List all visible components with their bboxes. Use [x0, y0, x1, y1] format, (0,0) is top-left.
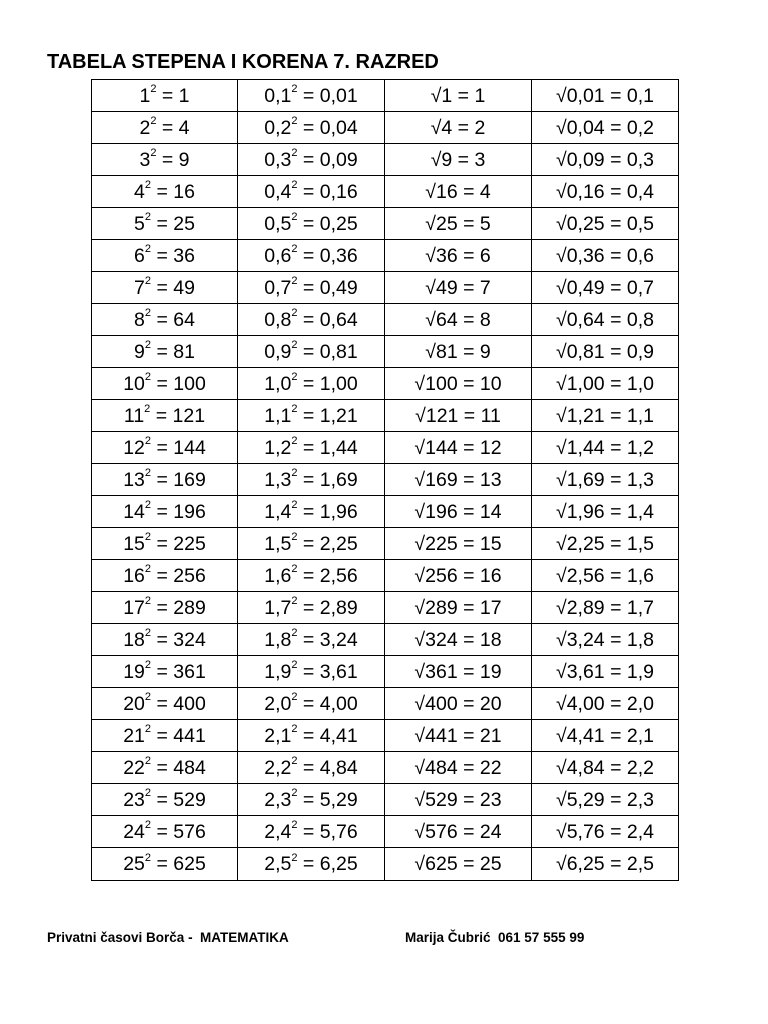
exponent: 2	[150, 115, 157, 127]
table-row	[92, 464, 679, 496]
cell-integer-root: √144 = 12	[385, 432, 532, 464]
exponent: 2	[291, 147, 298, 159]
base-value: 1,3	[264, 468, 292, 491]
table-row	[92, 176, 679, 208]
cell-decimal-root: √4,00 = 2,0	[532, 688, 679, 720]
exponent: 2	[144, 691, 152, 703]
cell-decimal-square	[238, 720, 385, 752]
base-value: 25	[123, 853, 145, 875]
square-result: = 25	[151, 212, 195, 235]
cell-integer-square	[92, 496, 238, 528]
square-result: = 1,21	[297, 404, 358, 427]
cell-integer-root: √324 = 18	[385, 624, 532, 656]
cell-decimal-square	[238, 496, 385, 528]
cell-integer-square	[92, 784, 238, 816]
base-value: 1,9	[264, 660, 292, 683]
square-result: = 100	[151, 372, 206, 395]
table-row	[92, 816, 679, 848]
base-value: 0,2	[264, 116, 292, 139]
cell-integer-square	[92, 752, 238, 784]
base-value: 13	[123, 468, 145, 491]
base-value: 16	[123, 564, 145, 587]
base-value: 0,7	[264, 276, 292, 299]
cell-integer-root: √121 = 11	[385, 400, 532, 432]
cell-decimal-root: √2,25 = 1,5	[532, 528, 679, 560]
square-result: = 441	[151, 724, 206, 747]
cell-decimal-root: √5,29 = 2,3	[532, 784, 679, 816]
table-row	[92, 400, 679, 432]
exponent: 2	[144, 371, 152, 383]
cell-decimal-root: √0,25 = 0,5	[532, 208, 679, 240]
exponent: 2	[144, 499, 152, 511]
table-row	[92, 432, 679, 464]
cell-integer-root: √289 = 17	[385, 592, 532, 624]
base-value: 0,4	[264, 180, 292, 203]
table-row	[92, 624, 679, 656]
powers-roots-table	[91, 79, 679, 881]
square-result: = 289	[151, 596, 206, 619]
cell-decimal-square	[238, 528, 385, 560]
base-value: 4	[134, 180, 145, 203]
base-value: 1,6	[264, 564, 292, 587]
cell-decimal-square	[238, 336, 385, 368]
base-value: 5	[134, 212, 145, 235]
square-result: = 0,25	[297, 212, 358, 235]
square-result: = 4,41	[297, 724, 358, 747]
exponent: 2	[291, 243, 298, 255]
footer-contact: Marija Čubrić 061 57 555 99	[405, 930, 585, 945]
square-result: = 1	[156, 84, 190, 107]
square-result: = 0,01	[297, 84, 358, 107]
cell-integer-root: √256 = 16	[385, 560, 532, 592]
cell-integer-root: √36 = 6	[385, 240, 532, 272]
cell-decimal-square	[238, 784, 385, 816]
cell-integer-square	[92, 400, 238, 432]
base-value: 1	[139, 84, 151, 107]
exponent: 2	[144, 627, 152, 639]
cell-integer-square	[92, 656, 238, 688]
base-value: 6	[134, 244, 145, 267]
square-result: = 361	[151, 660, 206, 683]
base-value: 10	[123, 372, 145, 395]
cell-decimal-root: √0,09 = 0,3	[532, 144, 679, 176]
exponent: 2	[291, 467, 298, 479]
cell-decimal-square	[238, 272, 385, 304]
cell-decimal-root: √4,84 = 2,2	[532, 752, 679, 784]
cell-integer-square	[92, 368, 238, 400]
cell-integer-square	[92, 720, 238, 752]
square-result: = 6,25	[297, 853, 358, 875]
square-result: = 576	[151, 820, 206, 843]
cell-decimal-square	[238, 464, 385, 496]
square-result: = 0,09	[297, 148, 358, 171]
base-value: 0,9	[264, 340, 292, 363]
square-result: = 9	[156, 148, 190, 171]
cell-integer-root: √64 = 8	[385, 304, 532, 336]
base-value: 21	[123, 724, 145, 747]
exponent: 2	[291, 659, 298, 671]
base-value: 1,4	[264, 500, 292, 523]
base-value: 20	[123, 692, 145, 715]
cell-integer-square	[92, 176, 238, 208]
cell-decimal-square	[238, 240, 385, 272]
exponent: 2	[291, 531, 298, 543]
table-row	[92, 208, 679, 240]
base-value: 1,8	[264, 628, 292, 651]
cell-decimal-square	[238, 176, 385, 208]
cell-integer-square	[92, 336, 238, 368]
cell-integer-square	[92, 816, 238, 848]
base-value: 8	[134, 308, 145, 331]
exponent: 2	[144, 403, 151, 415]
square-result: = 81	[151, 340, 195, 363]
exponent: 2	[144, 275, 152, 287]
cell-decimal-root: √0,01 = 0,1	[532, 80, 679, 112]
exponent: 2	[150, 147, 157, 159]
square-result: = 1,00	[297, 372, 358, 395]
base-value: 12	[123, 436, 145, 459]
cell-decimal-root: √1,69 = 1,3	[532, 464, 679, 496]
square-result: = 144	[151, 436, 206, 459]
square-result: = 324	[151, 628, 206, 651]
cell-integer-square	[92, 528, 238, 560]
exponent: 2	[144, 595, 152, 607]
square-result: = 3,24	[297, 628, 358, 651]
square-result: = 16	[151, 180, 195, 203]
cell-integer-square	[92, 848, 238, 881]
base-value: 2,4	[264, 820, 292, 843]
exponent: 2	[144, 787, 152, 799]
cell-integer-square	[92, 624, 238, 656]
cell-integer-root: √81 = 9	[385, 336, 532, 368]
square-result: = 5,76	[297, 820, 358, 843]
table-row	[92, 80, 679, 112]
table-row	[92, 720, 679, 752]
square-result: = 169	[151, 468, 206, 491]
cell-integer-root: √9 = 3	[385, 144, 532, 176]
cell-decimal-root: √2,89 = 1,7	[532, 592, 679, 624]
cell-integer-root: √529 = 23	[385, 784, 532, 816]
square-result: = 5,29	[297, 788, 358, 811]
base-value: 1,1	[264, 404, 292, 427]
footer-course-name: Privatni časovi Borča - MATEMATIKA	[47, 930, 289, 945]
square-result: = 400	[151, 692, 206, 715]
cell-integer-square	[92, 144, 238, 176]
base-value: 2,5	[264, 853, 292, 875]
cell-decimal-root: √0,16 = 0,4	[532, 176, 679, 208]
table-row	[92, 496, 679, 528]
base-value: 23	[123, 788, 145, 811]
cell-decimal-square	[238, 592, 385, 624]
square-result: = 1,44	[297, 436, 358, 459]
cell-decimal-square	[238, 368, 385, 400]
exponent: 2	[144, 211, 152, 223]
cell-decimal-root: √5,76 = 2,4	[532, 816, 679, 848]
table-row	[92, 112, 679, 144]
cell-decimal-root: √1,00 = 1,0	[532, 368, 679, 400]
cell-integer-root: √16 = 4	[385, 176, 532, 208]
base-value: 15	[123, 532, 145, 555]
cell-integer-root: √225 = 15	[385, 528, 532, 560]
cell-decimal-root: √6,25 = 2,5	[532, 848, 679, 881]
base-value: 2,0	[264, 692, 292, 715]
cell-decimal-square	[238, 560, 385, 592]
table-row	[92, 560, 679, 592]
exponent: 2	[291, 371, 298, 383]
table-row	[92, 688, 679, 720]
cell-integer-square	[92, 432, 238, 464]
square-result: = 0,16	[297, 180, 358, 203]
cell-integer-root: √441 = 21	[385, 720, 532, 752]
exponent: 2	[144, 435, 152, 447]
cell-integer-square	[92, 688, 238, 720]
cell-decimal-square	[238, 624, 385, 656]
cell-integer-root: √484 = 22	[385, 752, 532, 784]
cell-decimal-square	[238, 848, 385, 881]
base-value: 11	[123, 404, 145, 427]
cell-decimal-square	[238, 432, 385, 464]
cell-decimal-root: √0,04 = 0,2	[532, 112, 679, 144]
square-result: = 0,04	[297, 116, 358, 139]
square-result: = 3,61	[297, 660, 358, 683]
cell-integer-square	[92, 80, 238, 112]
base-value: 1,7	[264, 596, 292, 619]
cell-decimal-square	[238, 752, 385, 784]
cell-decimal-root: √0,49 = 0,7	[532, 272, 679, 304]
exponent: 2	[291, 115, 298, 127]
cell-integer-root: √49 = 7	[385, 272, 532, 304]
table-row	[92, 144, 679, 176]
cell-decimal-square	[238, 688, 385, 720]
exponent: 2	[291, 499, 298, 511]
exponent: 2	[144, 531, 152, 543]
cell-integer-square	[92, 208, 238, 240]
table-row	[92, 784, 679, 816]
exponent: 2	[144, 851, 152, 864]
cell-decimal-square	[238, 144, 385, 176]
cell-decimal-square	[238, 112, 385, 144]
cell-decimal-root: √0,64 = 0,8	[532, 304, 679, 336]
base-value: 1,0	[264, 372, 292, 395]
exponent: 2	[144, 307, 152, 319]
exponent: 2	[291, 787, 298, 799]
exponent: 2	[144, 723, 152, 735]
cell-integer-root: √361 = 19	[385, 656, 532, 688]
square-result: = 0,49	[297, 276, 358, 299]
exponent: 2	[150, 83, 157, 95]
exponent: 2	[144, 563, 152, 575]
cell-decimal-root: √0,81 = 0,9	[532, 336, 679, 368]
cell-integer-square	[92, 592, 238, 624]
cell-decimal-root: √1,21 = 1,1	[532, 400, 679, 432]
cell-decimal-root: √0,36 = 0,6	[532, 240, 679, 272]
base-value: 0,6	[264, 244, 292, 267]
square-result: = 484	[151, 756, 206, 779]
cell-decimal-square	[238, 80, 385, 112]
square-result: = 0,64	[297, 308, 358, 331]
base-value: 19	[123, 660, 145, 683]
exponent: 2	[291, 83, 298, 95]
cell-integer-root: √576 = 24	[385, 816, 532, 848]
cell-integer-root: √4 = 2	[385, 112, 532, 144]
cell-integer-square	[92, 560, 238, 592]
exponent: 2	[291, 755, 298, 767]
exponent: 2	[144, 659, 152, 671]
cell-integer-root: √400 = 20	[385, 688, 532, 720]
base-value: 0,5	[264, 212, 292, 235]
table-row	[92, 304, 679, 336]
cell-integer-square	[92, 464, 238, 496]
square-result: = 2,56	[297, 564, 358, 587]
cell-decimal-root: √4,41 = 2,1	[532, 720, 679, 752]
square-result: = 196	[151, 500, 206, 523]
exponent: 2	[144, 755, 152, 767]
square-result: = 4,84	[297, 756, 358, 779]
exponent: 2	[291, 435, 298, 447]
base-value: 0,8	[264, 308, 292, 331]
square-result: = 625	[151, 853, 206, 875]
base-value: 18	[123, 628, 145, 651]
base-value: 2,2	[264, 756, 292, 779]
cell-integer-root: √169 = 13	[385, 464, 532, 496]
exponent: 2	[144, 339, 152, 351]
cell-integer-square	[92, 304, 238, 336]
base-value: 1,5	[264, 532, 292, 555]
cell-decimal-square	[238, 656, 385, 688]
square-result: = 4,00	[297, 692, 358, 715]
base-value: 2,3	[264, 788, 292, 811]
exponent: 2	[291, 819, 298, 831]
table-row	[92, 656, 679, 688]
table-row	[92, 272, 679, 304]
square-result: = 64	[151, 308, 195, 331]
base-value: 14	[123, 500, 145, 523]
exponent: 2	[144, 179, 152, 191]
base-value: 7	[134, 276, 145, 299]
table-body	[92, 80, 679, 881]
cell-integer-square	[92, 240, 238, 272]
base-value: 3	[139, 148, 151, 171]
base-value: 2,1	[264, 724, 292, 747]
cell-decimal-root: √3,24 = 1,8	[532, 624, 679, 656]
exponent: 2	[291, 595, 298, 607]
square-result: = 0,36	[297, 244, 358, 267]
cell-integer-root: √100 = 10	[385, 368, 532, 400]
base-value: 24	[123, 820, 145, 843]
cell-integer-root: √25 = 5	[385, 208, 532, 240]
exponent: 2	[291, 211, 298, 223]
square-result: = 121	[150, 404, 206, 427]
exponent: 2	[291, 339, 298, 351]
square-result: = 4	[156, 116, 190, 139]
exponent: 2	[144, 243, 152, 255]
square-result: = 529	[151, 788, 206, 811]
square-result: = 225	[151, 532, 206, 555]
square-result: = 36	[151, 244, 195, 267]
square-result: = 2,89	[297, 596, 358, 619]
table-row	[92, 592, 679, 624]
page-title: TABELA STEPENA I KORENA 7. RAZRED	[47, 51, 439, 73]
base-value: 17	[123, 596, 145, 619]
exponent: 2	[291, 275, 298, 287]
cell-decimal-root: √1,44 = 1,2	[532, 432, 679, 464]
base-value: 9	[134, 340, 145, 363]
table-row	[92, 240, 679, 272]
exponent: 2	[291, 403, 298, 415]
base-value: 2	[139, 116, 151, 139]
exponent: 2	[291, 179, 298, 191]
square-result: = 0,81	[297, 340, 358, 363]
exponent: 2	[291, 691, 298, 703]
exponent: 2	[144, 819, 152, 831]
square-result: = 256	[151, 564, 206, 587]
exponent: 2	[291, 307, 298, 319]
exponent: 2	[144, 467, 152, 479]
square-result: = 1,69	[297, 468, 358, 491]
table-row	[92, 528, 679, 560]
cell-integer-root: √625 = 25	[385, 848, 532, 881]
cell-decimal-square	[238, 208, 385, 240]
base-value: 0,3	[264, 148, 292, 171]
cell-decimal-square	[238, 400, 385, 432]
cell-integer-root: √1 = 1	[385, 80, 532, 112]
cell-decimal-square	[238, 304, 385, 336]
table-row	[92, 336, 679, 368]
cell-decimal-root: √3,61 = 1,9	[532, 656, 679, 688]
base-value: 1,2	[264, 436, 292, 459]
base-value: 0,1	[264, 84, 292, 107]
exponent: 2	[291, 723, 298, 735]
exponent: 2	[291, 627, 298, 639]
square-result: = 1,96	[297, 500, 358, 523]
table-row	[92, 752, 679, 784]
cell-integer-root: √196 = 14	[385, 496, 532, 528]
table-row	[92, 848, 679, 881]
cell-integer-square	[92, 112, 238, 144]
square-result: = 49	[151, 276, 195, 299]
cell-decimal-square	[238, 816, 385, 848]
cell-integer-square	[92, 272, 238, 304]
cell-decimal-root: √1,96 = 1,4	[532, 496, 679, 528]
exponent: 2	[291, 851, 298, 864]
square-result: = 2,25	[297, 532, 358, 555]
cell-decimal-root: √2,56 = 1,6	[532, 560, 679, 592]
base-value: 22	[123, 756, 145, 779]
exponent: 2	[291, 563, 298, 575]
table-row	[92, 368, 679, 400]
